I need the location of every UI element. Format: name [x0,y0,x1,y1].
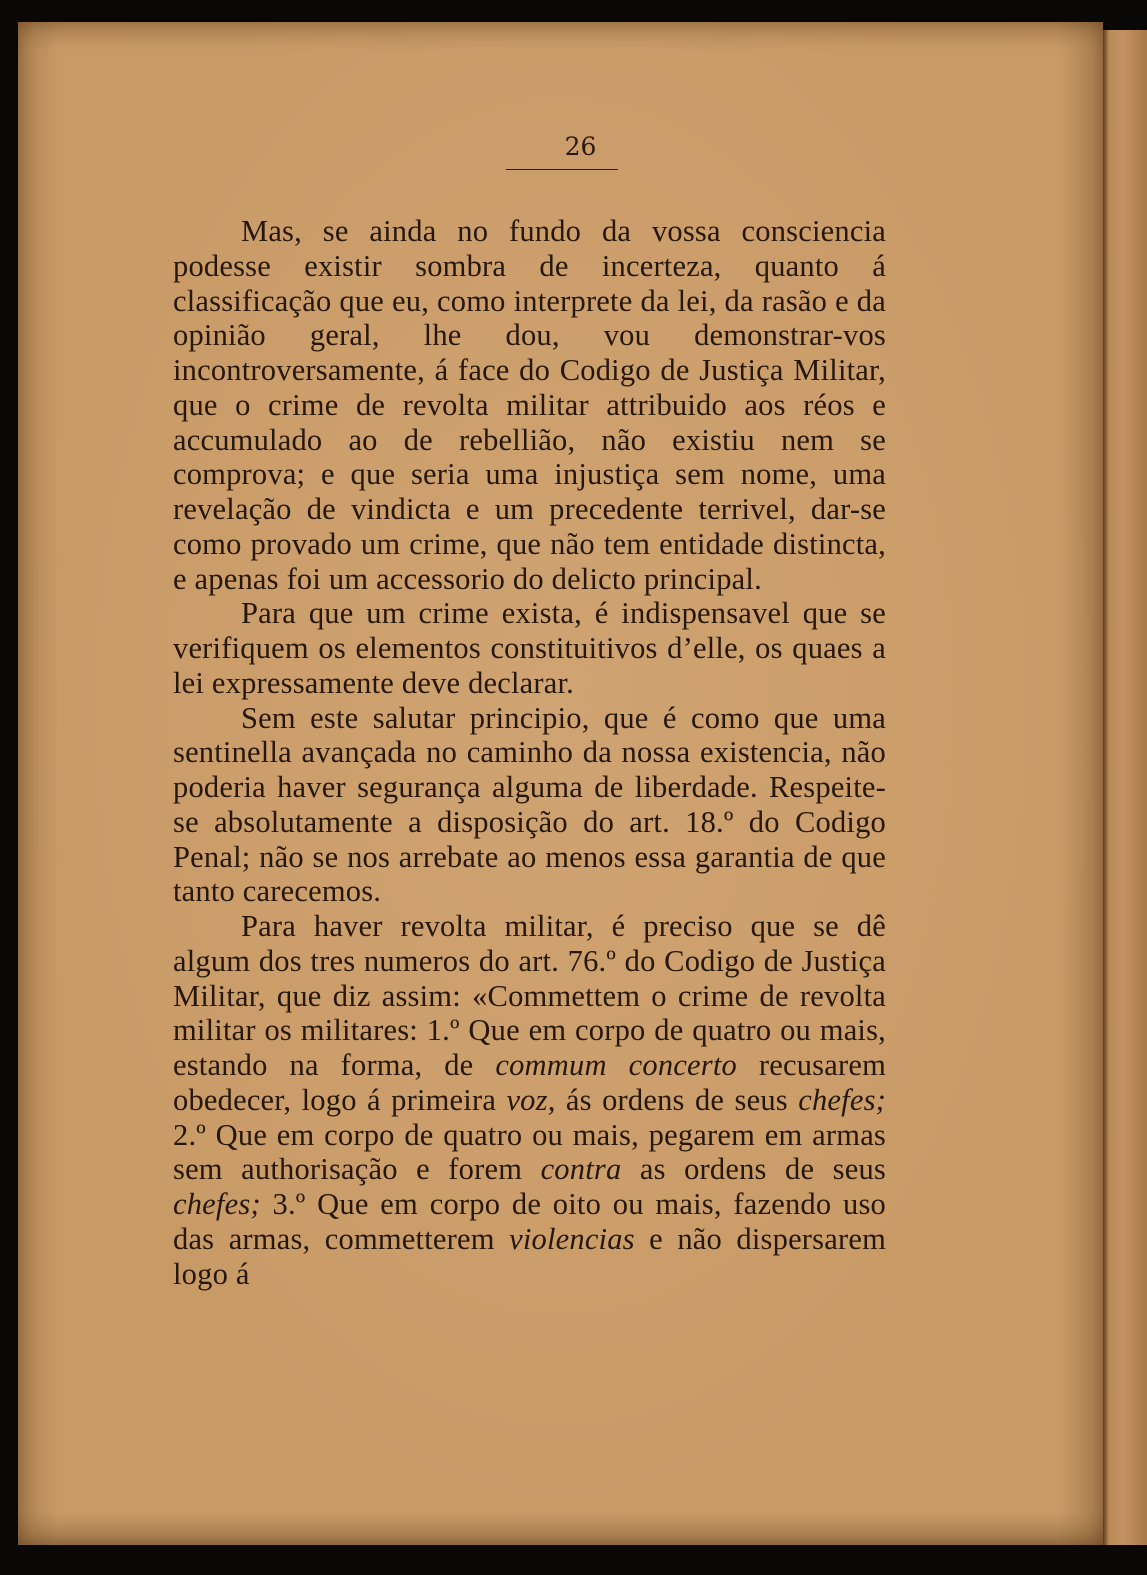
text-segment: 2.º Que em corpo de quatro ou mais, pegarem em armas sem authorisação e forem [173,1117,886,1187]
text-segment: Para haver revolta militar, é preciso que se dê algum dos tres numeros do art. 76.º do Codigo de Justiça Militar, que diz assim: «Commettem o crime de revolta militar os militares: 1.º Que em corpo de quatro ou mais, estando na forma, de [173,909,886,1082]
page-number-text: 26 [564,132,597,161]
text-segment: ás ordens de seus [555,1082,799,1117]
adjacent-page-edge [1103,30,1147,1545]
text-segment: recusarem obedecer, logo á primeira [173,1048,887,1117]
italic-segment: chefes; [798,1082,886,1117]
page-number [18,132,1103,161]
italic-segment: commum concerto [495,1048,737,1082]
body-text [173,214,886,1291]
page-sheet [18,22,1103,1545]
paragraph [173,701,886,910]
text-segment: Para que um crime exista, é indispensavel que se verifiquem os elementos constituitivos d’elle, os quaes a lei expressamente deve declarar. [173,596,886,700]
text-segment: as ordens de seus [621,1152,886,1187]
text-segment: Sem este salutar principio, que é como que uma sentinella avançada no caminho da nossa existencia, não poderia haver segurança alguma de liberdade. Respeite-se absolutamente a disposição do art. 18.º do Codigo Penal; não se nos arrebate ao menos essa garantia de que tanto carecemos. [173,700,886,909]
italic-segment: chefes; [173,1187,261,1221]
italic-segment: violencias [509,1221,635,1256]
italic-segment: contra [540,1152,622,1187]
italic-segment: voz, [506,1082,556,1117]
text-segment: Mas, se ainda no fundo da vossa consciencia podesse existir sombra de incerteza, quanto á classificação que eu, como interprete da lei, da rasão e da opinião geral, lhe dou, vou demonstrar-vos incontroversamente, á face do Codigo de Justiça Militar, que o crime de revolta militar attribuido aos réos e accumulado ao de rebellião, não existiu nem se comprova; e que seria uma injustiça sem nome, uma revelação de vindicta e um precedente terrivel, dar-se como provado um crime, que não tem entidade distincta, e apenas foi um accessorio do delicto principal. [173,214,886,596]
text-segment: e não dispersarem logo á [173,1221,886,1291]
header-rule [506,169,618,170]
paragraph [173,909,886,1291]
paragraph [173,214,886,596]
paragraph [173,596,886,700]
text-segment: 3.º Que em corpo de oito ou mais, fazendo uso das armas, commetterem [173,1187,886,1256]
